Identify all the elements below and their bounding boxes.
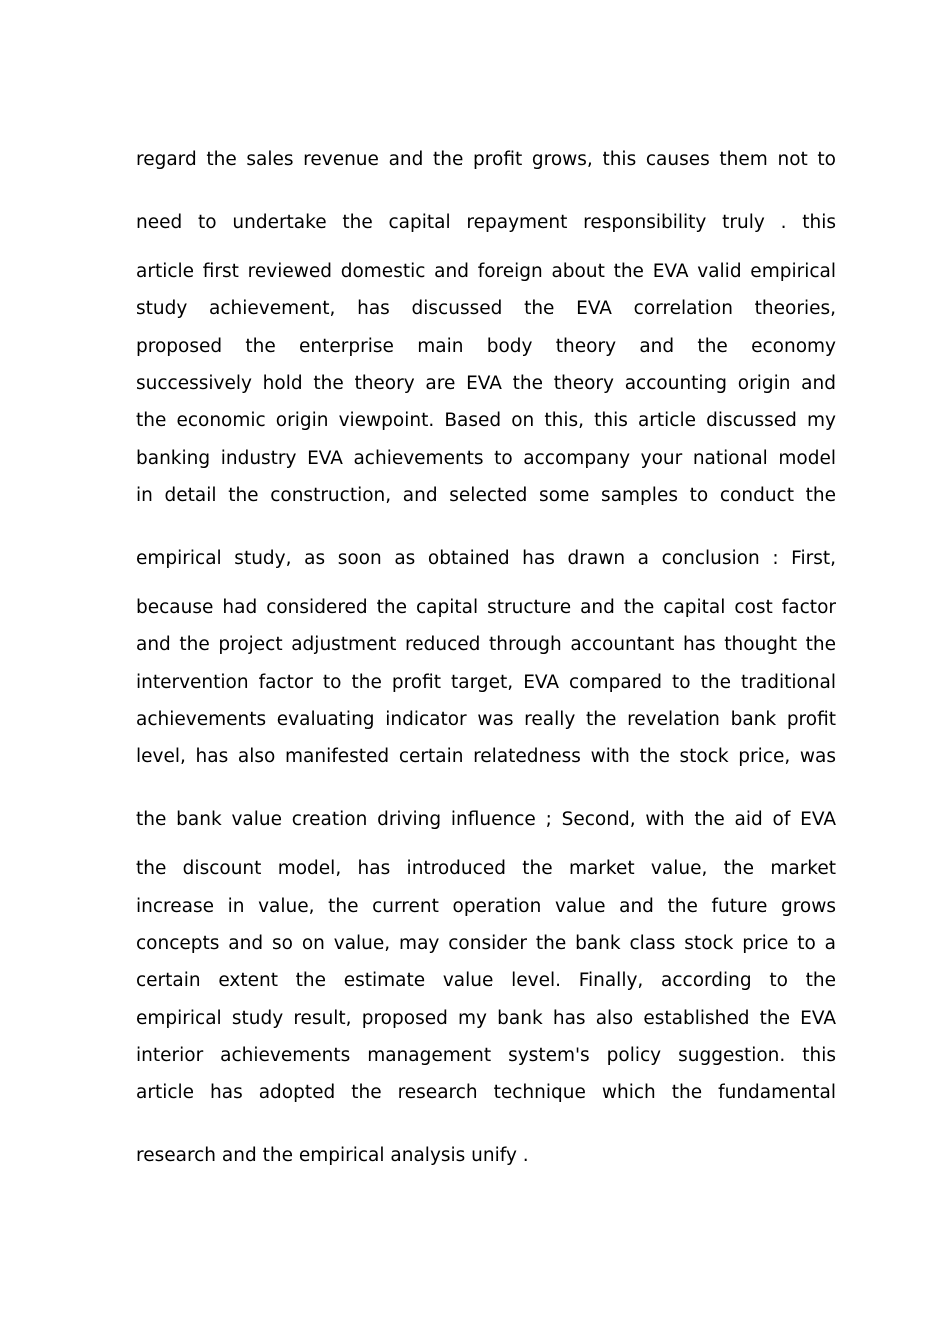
text-line: the bank value creation driving influence ; Second, with the aid of EVA	[136, 809, 836, 830]
text-line: and the project adjustment reduced through accountant has thought the	[136, 634, 836, 655]
text-line: in detail the construction, and selected some samples to conduct the	[136, 485, 836, 506]
text-line: study achievement, has discussed the EVA correlation theories,	[136, 298, 836, 319]
text-line: interior achievements management system's policy suggestion. this	[136, 1045, 836, 1066]
text-line: need to undertake the capital repayment responsibility truly . this	[136, 212, 836, 233]
text-line: empirical study, as soon as obtained has drawn a conclusion : First,	[136, 548, 836, 569]
text-line: intervention factor to the profit target, EVA compared to the traditional	[136, 672, 836, 693]
text-line: increase in value, the current operation value and the future grows	[136, 896, 836, 917]
text-line: banking industry EVA achievements to accompany your national model	[136, 448, 836, 469]
text-line: level, has also manifested certain relatedness with the stock price, was	[136, 746, 836, 767]
text-line: successively hold the theory are EVA the theory accounting origin and	[136, 373, 836, 394]
text-line: empirical study result, proposed my bank has also established the EVA	[136, 1008, 836, 1029]
text-line: concepts and so on value, may consider the bank class stock price to a	[136, 933, 836, 954]
text-line: article first reviewed domestic and foreign about the EVA valid empirical	[136, 261, 836, 282]
text-line: because had considered the capital structure and the capital cost factor	[136, 597, 836, 618]
text-line-final: research and the empirical analysis unify .	[136, 1145, 529, 1166]
text-line: the economic origin viewpoint. Based on this, this article discussed my	[136, 410, 836, 431]
text-line: certain extent the estimate value level. Finally, according to the	[136, 970, 836, 991]
text-line: article has adopted the research technique which the fundamental	[136, 1082, 836, 1103]
text-line: proposed the enterprise main body theory and the economy	[136, 336, 836, 357]
text-line: achievements evaluating indicator was really the revelation bank profit	[136, 709, 836, 730]
text-line: regard the sales revenue and the profit grows, this causes them not to	[136, 149, 836, 170]
text-line: the discount model, has introduced the market value, the market	[136, 858, 836, 879]
